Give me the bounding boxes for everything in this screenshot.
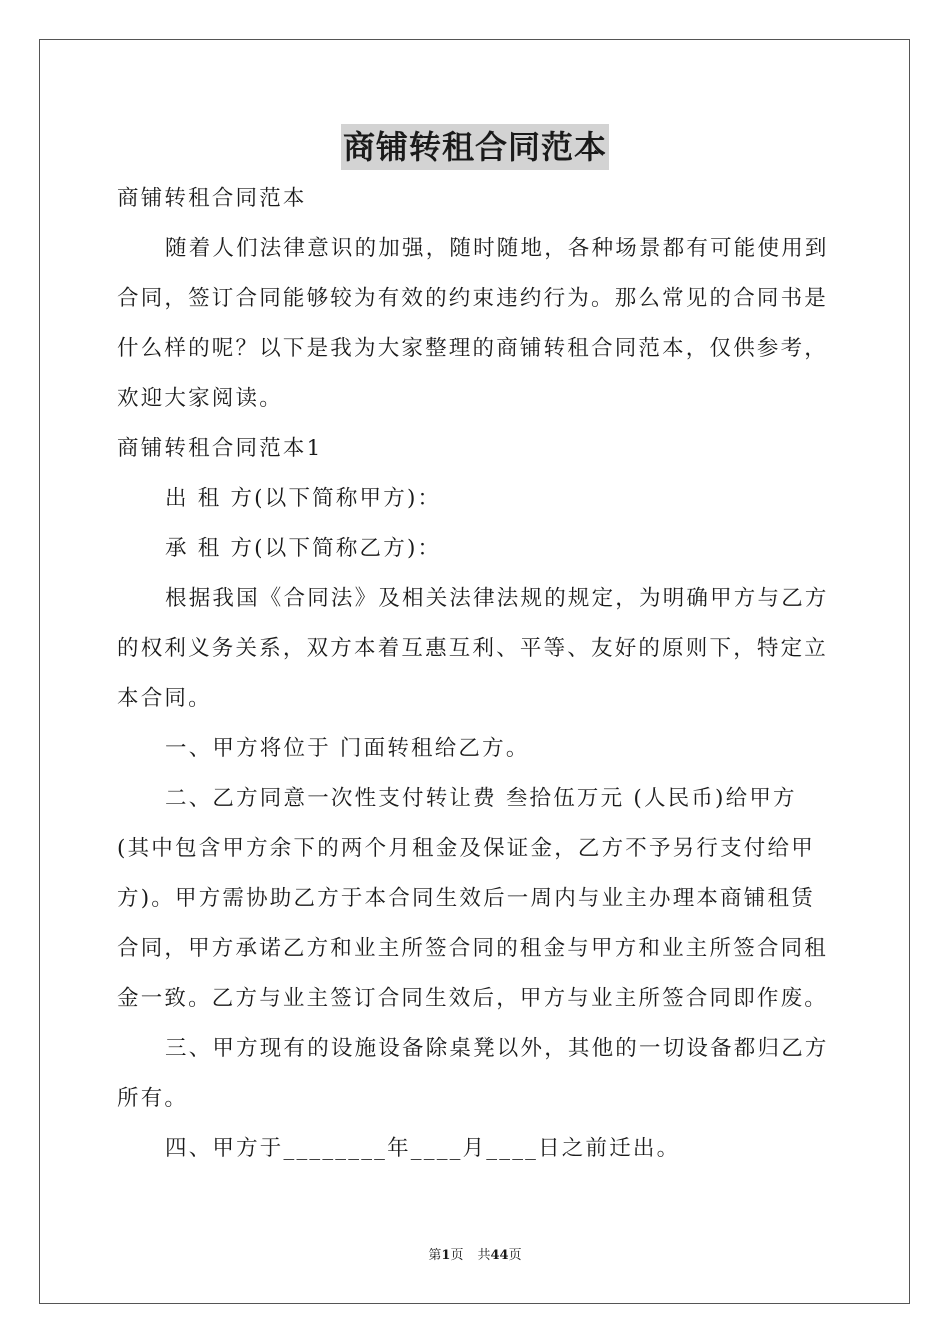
paragraph-line: 本合同。 [117, 686, 212, 711]
paragraph-line: (其中包含甲方余下的两个月租金及保证金，乙方不予另行支付给甲 [117, 836, 815, 861]
paragraph-line: 金一致。乙方与业主签订合同生效后，甲方与业主所签合同即作废。 [117, 986, 829, 1011]
paragraph-line: 方)。甲方需协助乙方于本合同生效后一周内与业主办理本商铺租赁 [117, 886, 815, 911]
document-title: 商铺转租合同范本 [341, 124, 609, 170]
paragraph-line: 什么样的呢？以下是我为大家整理的商铺转租合同范本，仅供参考， [117, 336, 829, 361]
total-pages: 44 [490, 1248, 509, 1263]
page-footer [0, 1247, 950, 1265]
total-prefix: 共 [477, 1248, 491, 1263]
paragraph-line: 合同，签订合同能够较为有效的约束违约行为。那么常见的合同书是 [117, 286, 829, 311]
clause-one: 一、甲方将位于 门面转租给乙方。 [165, 736, 530, 761]
subtitle-line: 商铺转租合同范本 [117, 186, 307, 211]
clause-four: 四、甲方于________年____月____日之前迁出。 [165, 1136, 681, 1161]
lessee-line: 承 租 方(以下简称乙方)： [165, 536, 442, 561]
section-heading: 商铺转租合同范本1 [117, 436, 323, 461]
page-border [39, 39, 910, 1304]
clause-three: 三、甲方现有的设施设备除桌凳以外，其他的一切设备都归乙方 [165, 1036, 829, 1061]
page-number: 1 [441, 1248, 451, 1263]
paragraph-line: 合同，甲方承诺乙方和业主所签合同的租金与甲方和业主所签合同租 [117, 936, 829, 961]
paragraph-line: 所有。 [117, 1086, 189, 1111]
clause-two: 二、乙方同意一次性支付转让费 叁拾伍万元 (人民币)给甲方 [165, 786, 797, 811]
lessor-line: 出 租 方(以下简称甲方)： [165, 486, 442, 511]
paragraph-line: 随着人们法律意识的加强，随时随地，各种场景都有可能使用到 [165, 236, 829, 261]
page-prefix: 第 [428, 1248, 442, 1263]
paragraph-line: 欢迎大家阅读。 [117, 386, 283, 411]
page-suffix: 页 [450, 1248, 464, 1263]
total-suffix: 页 [508, 1248, 522, 1263]
paragraph-line: 的权利义务关系，双方本着互惠互利、平等、友好的原则下，特定立 [117, 636, 829, 661]
paragraph-line: 根据我国《合同法》及相关法律法规的规定，为明确甲方与乙方 [165, 586, 829, 611]
title-container [0, 124, 950, 170]
